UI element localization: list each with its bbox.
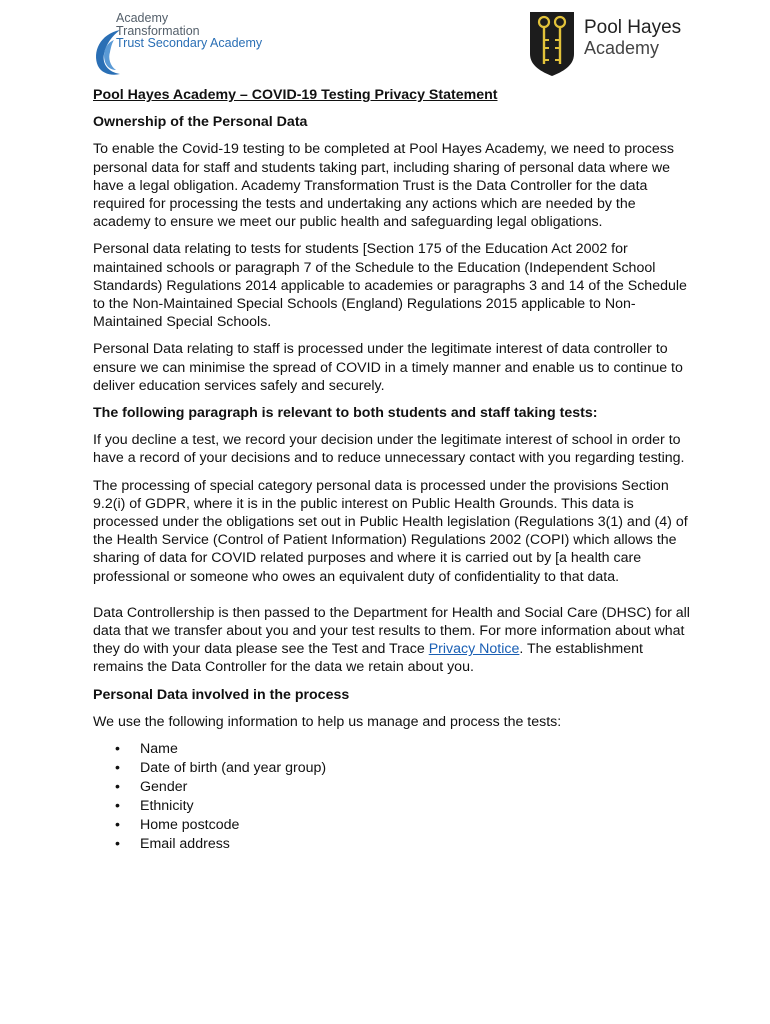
list-item-text: Name	[140, 741, 178, 758]
data-items-list	[93, 740, 693, 854]
heading-ownership: Ownership of the Personal Data	[93, 114, 308, 131]
att-logo-line1: Academy	[116, 11, 169, 25]
pool-hayes-logo-line1: Pool Hayes	[584, 17, 682, 38]
list-item-text: Ethnicity	[140, 798, 194, 815]
bullet-icon: •	[115, 741, 120, 758]
paragraph-3: Personal Data relating to staff is processed under the legitimate interest of data controller to ensure we can minimise the spread of COVID in a timely manner and enable us to continue to deliver education services safely and securely.	[93, 341, 683, 394]
paragraph-6	[93, 604, 693, 677]
paragraph-2: Personal data relating to tests for students [Section 175 of the Education Act 2002 for maintained schools or paragraph 7 of the Schedule to the Education (Independent School Standards) Regulations 2014 applicable to academies or paragraphs 3 and 14 of the Schedule to the Non-Maintained Special Schools (England) Regulations 2015 applicable to Non-Maintained Special Schools.	[93, 241, 687, 331]
paragraph-6-text-before: Data Controllership is then passed to the Department for Health and Social Care (DHSC) for all data that we transfer about you and your test results to them. For more information about what they do with your data please see the Test and Trace	[93, 604, 690, 658]
heading-personal-data: Personal Data involved in the process	[93, 686, 350, 703]
bullet-icon: •	[115, 779, 120, 796]
pool-hayes-academy-logo	[528, 10, 688, 80]
list-item	[93, 740, 693, 759]
page-header	[0, 0, 770, 90]
heading-both-students-staff: The following paragraph is relevant to both students and staff taking tests:	[93, 405, 598, 422]
list-item-text: Email address	[140, 836, 230, 853]
pool-hayes-logo-text	[584, 18, 681, 58]
paragraph-5: The processing of special category personal data is processed under the provisions Section 9.2(i) of GDPR, where it is in the public interest on Public Health Grounds. This data is processed under the obligations set out in Public Health legislation (Regulations 3(1) and (4) of the Health Service (Control of Patient Information) Regulations 2002 (COPI) which allows the sharing of data for COVID related purposes and where it is carried out by [a health care professional or someone who owes an equivalent duty of confidentiality to that data.	[93, 477, 688, 585]
paragraph-4: If you decline a test, we record your decision under the legitimate interest of school in order to have a record of your decisions and to reduce unnecessary contact with you regarding testing.	[93, 432, 685, 467]
list-item	[93, 816, 693, 835]
list-item	[93, 759, 693, 778]
bullet-icon: •	[115, 798, 120, 815]
list-item	[93, 835, 693, 854]
paragraph-7: We use the following information to help us manage and process the tests:	[93, 713, 562, 730]
pool-hayes-logo-line2: Academy	[584, 38, 660, 58]
att-logo-line2: Transformation	[116, 23, 200, 38]
list-item	[93, 797, 693, 816]
att-logo-line3: Trust Secondary Academy	[116, 36, 263, 50]
list-item-text: Home postcode	[140, 817, 240, 834]
shield-keys-icon	[528, 10, 576, 78]
att-logo-text	[116, 12, 262, 50]
privacy-notice-link[interactable]: Privacy Notice	[428, 641, 520, 658]
list-item-text: Date of birth (and year group)	[140, 760, 327, 777]
academy-transformation-trust-logo	[90, 12, 270, 78]
list-item	[93, 778, 693, 797]
list-item-text: Gender	[140, 779, 188, 796]
paragraph-1: To enable the Covid-19 testing to be completed at Pool Hayes Academy, we need to process personal data for staff and students taking part, including sharing of personal data where we have a legal obligation. Academy Transformation Trust is the Data Controller for the data required for processing the tests and undertaking any actions which are needed by the academy to ensure we meet our public health and safeguarding legal obligations.	[93, 141, 674, 231]
bullet-icon: •	[115, 817, 120, 834]
document-title: Pool Hayes Academy – COVID-19 Testing Privacy Statement	[93, 87, 498, 103]
bullet-icon: •	[115, 836, 120, 853]
paragraph-6-text-after: . The establishment remains the Data Controller for the data we retain about you.	[93, 641, 643, 676]
document-body	[93, 86, 693, 854]
bullet-icon: •	[115, 760, 120, 777]
